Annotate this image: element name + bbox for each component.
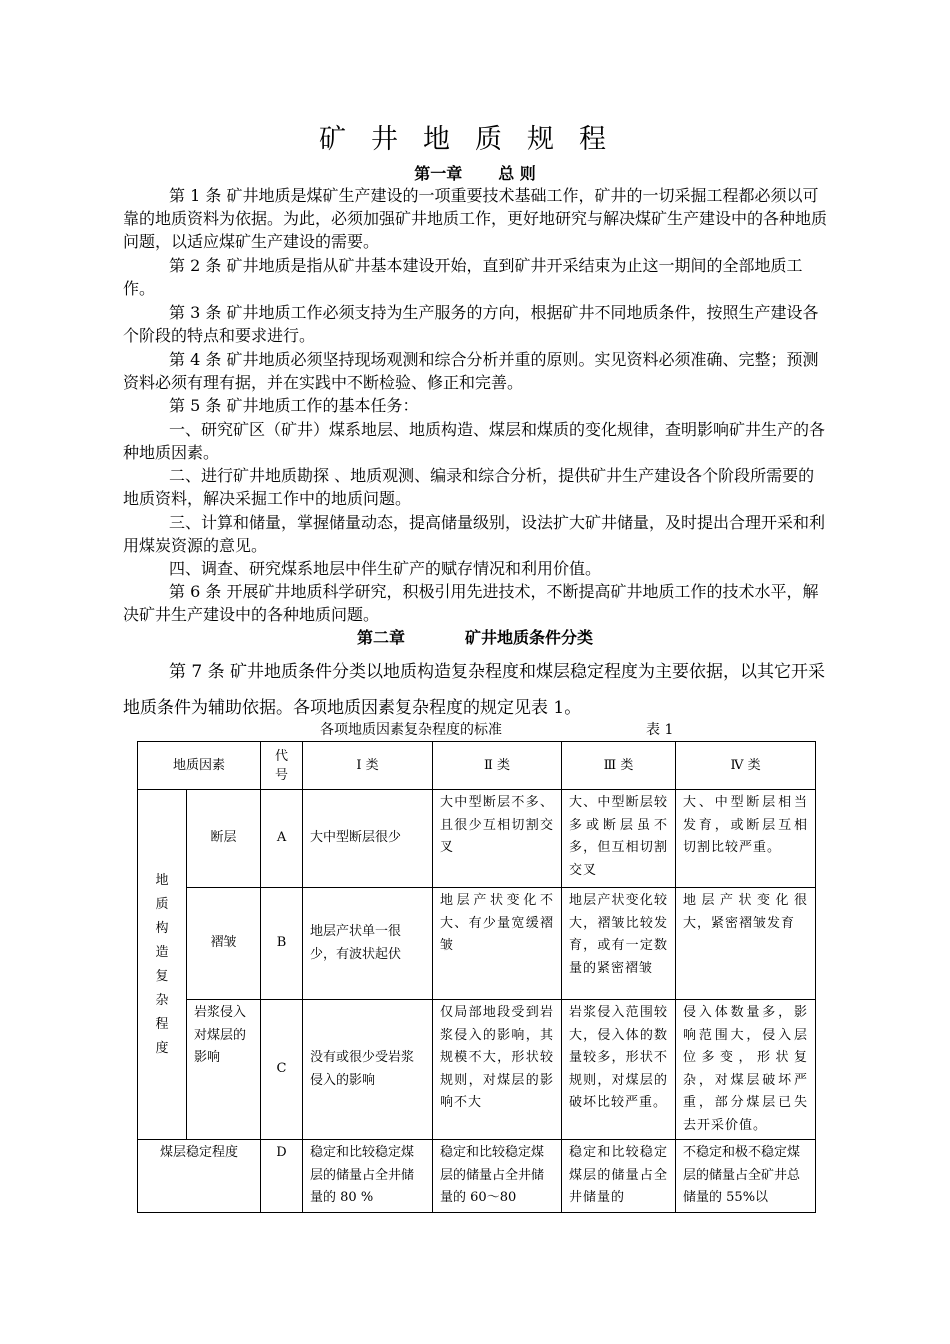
- seam-class-2: 稳定和比较稳定煤层的储量占全井储量的 60～80: [433, 1140, 562, 1213]
- header-class-3: Ⅲ 类: [562, 742, 676, 790]
- factor-fold: 褶皱: [187, 888, 261, 1000]
- table-row: [138, 790, 816, 888]
- chapter-2-number: 第二章: [356, 628, 405, 647]
- geology-factor-table: [137, 741, 816, 1213]
- fold-class-2: 地层产状变化不大、有少量宽缓褶皱: [433, 888, 562, 1000]
- seam-class-1: 稳定和比较稳定煤层的储量占全井储量的 80 %: [303, 1140, 433, 1213]
- seam-class-4: 不稳定和极不稳定煤层的储量占全矿井总储量的 55%以: [676, 1140, 816, 1213]
- chapter-1-number: 第一章: [414, 164, 463, 183]
- fault-class-2: 大中型断层不多、且很少互相切割交叉: [433, 790, 562, 888]
- fault-class-3: 大、中型断层较多或断层虽不多，但互相切割交叉: [562, 790, 676, 888]
- article-7: 第 7 条 矿井地质条件分类以地质构造复杂程度和煤层稳定程度为主要依据，以其它开采地质条件为辅助依据。各项地质因素复杂程度的规定见表 1。: [123, 662, 826, 718]
- magma-class-1: 没有或很少受岩浆侵入的影响: [303, 1000, 433, 1140]
- header-factor: 地质因素: [138, 742, 261, 790]
- task-2: 二、进行矿井地质勘探 、地质观测、编录和综合分析，提供矿井生产建设各个阶段所需要的地质资料，解决采掘工作中的地质问题。: [123, 466, 815, 508]
- code-c: C: [261, 1000, 303, 1140]
- fold-class-4: 地层产状变化很大，紧密褶皱发育: [676, 888, 816, 1000]
- table-label: 表 1: [646, 722, 674, 738]
- fault-class-4: 大、中型断层相当发育，或断层互相切割比较严重。: [676, 790, 816, 888]
- code-a: A: [261, 790, 303, 888]
- header-class-4: Ⅳ 类: [676, 742, 816, 790]
- table-row: [138, 1000, 816, 1140]
- magma-class-2: 仅局部地段受到岩浆侵入的影响，其规模不大，形状较规则，对煤层的影响不大: [433, 1000, 562, 1140]
- article-4: 第 4 条 矿井地质必须坚持现场观测和综合分析并重的原则。实见资料必须准确、完整；预测资料必须有理有据，并在实践中不断检验、修正和完善。: [123, 350, 819, 392]
- factor-seam-stability: 煤层稳定程度: [138, 1140, 261, 1213]
- factor-magma: 岩浆侵入对煤层的影响: [187, 1000, 261, 1140]
- article-2: 第 2 条 矿井地质是指从矿井基本建设开始，直到矿井开采结束为止这一期间的全部地质工作。: [123, 256, 803, 298]
- factor-fault: 断层: [187, 790, 261, 888]
- task-1: 一、研究矿区（矿井）煤系地层、地质构造、煤层和煤质的变化规律，查明影响矿井生产的各种地质因素。: [123, 420, 826, 462]
- table-caption: 各项地质因素复杂程度的标准: [320, 722, 502, 738]
- table-row: [138, 1140, 816, 1213]
- magma-class-3: 岩浆侵入范围较大，侵入体的数量较多，形状不规则，对煤层的破坏比较严重。: [562, 1000, 676, 1140]
- table-header-row: [138, 742, 816, 790]
- task-4: 四、调查、研究煤系地层中伴生矿产的赋存情况和利用价值。: [169, 559, 602, 578]
- article-6: 第 6 条 开展矿井地质科学研究，积极引用先进技术，不断提高矿井地质工作的技术水平，解决矿井生产建设中的各种地质问题。: [123, 582, 819, 624]
- chapter-2-heading: [0, 627, 950, 649]
- header-class-1: Ⅰ 类: [303, 742, 433, 790]
- fold-class-1: 地层产状单一很少，有波状起伏: [303, 888, 433, 1000]
- group-label-text: 地质构造复杂程度: [155, 872, 169, 1056]
- fault-class-1: 大中型断层很少: [303, 790, 433, 888]
- seam-class-3: 稳定和比较稳定煤层的储量占全井储量的: [562, 1140, 676, 1213]
- header-code: 代号: [261, 742, 303, 790]
- header-class-2: Ⅱ 类: [433, 742, 562, 790]
- article-1: 第 1 条 矿井地质是煤矿生产建设的一项重要技术基础工作，矿井的一切采掘工程都必须以可靠的地质资料为依据。为此，必须加强矿井地质工作，更好地研究与解决煤矿生产建设中的各种地质问题，以适应煤矿生产建设的需要。: [123, 186, 828, 251]
- fold-class-3: 地层产状变化较大，褶皱比较发育，或有一定数量的紧密褶皱: [562, 888, 676, 1000]
- magma-class-4: 侵入体数量多，影响范围大，侵入层位多变，形状复杂，对煤层破坏严重，部分煤层已失去开采价值。: [676, 1000, 816, 1140]
- table-row: [138, 888, 816, 1000]
- task-3: 三、计算和储量，掌握储量动态，提高储量级别，设法扩大矿井储量，及时提出合理开采和利用煤炭资源的意见。: [123, 513, 826, 555]
- article-5: 第 5 条 矿井地质工作的基本任务：: [169, 396, 419, 415]
- code-d: D: [261, 1140, 303, 1213]
- chapter-2-name: 矿井地质条件分类: [465, 628, 594, 647]
- document-title: 矿井地质规程: [319, 124, 631, 155]
- article-3: 第 3 条 矿井地质工作必须支持为生产服务的方向，根据矿井不同地质条件，按照生产建设各个阶段的特点和要求进行。: [123, 303, 819, 345]
- code-b: B: [261, 888, 303, 1000]
- chapter-1-heading: [0, 163, 950, 185]
- group-label: [138, 790, 187, 1140]
- chapter-1-name: 总 则: [498, 164, 536, 183]
